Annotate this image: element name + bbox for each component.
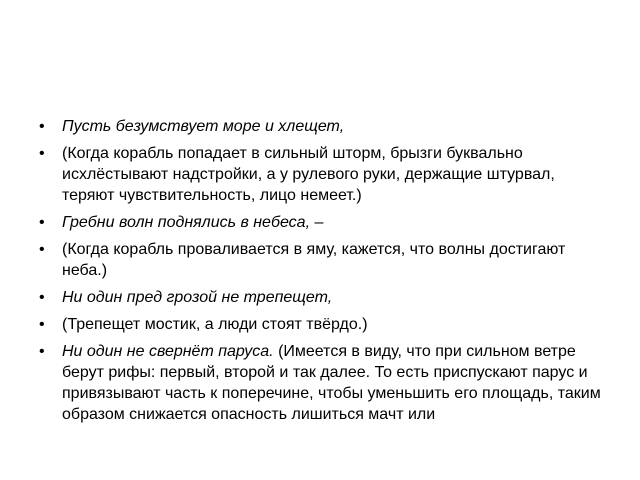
list-item xyxy=(38,341,604,425)
italic-text: Ни один пред грозой не трепещет, xyxy=(62,289,333,306)
item-text: (Когда корабль попадает в сильный шторм, брызги буквально исхлёстывают надстройки, а у рулевого руки, держащие штурвал, теряют чувствительность, лицо немеет.) xyxy=(62,145,555,204)
italic-text: Гребни волн поднялись в небеса, xyxy=(62,214,311,231)
list-item xyxy=(38,314,604,335)
bullet-icon: • xyxy=(39,214,45,231)
list-item xyxy=(38,287,604,308)
list-item xyxy=(38,116,604,137)
bullet-icon: • xyxy=(39,145,45,162)
bullet-icon: • xyxy=(39,343,45,360)
list-item xyxy=(38,143,604,206)
bullet-icon: • xyxy=(39,316,45,333)
bullet-icon: • xyxy=(39,241,45,258)
item-text: – xyxy=(310,214,324,231)
item-text: (Имеется в виду, что при сильном ветре берут рифы: первый, второй и так далее. То есть приспускают парус и привязывают часть к поперечине, чтобы уменьшить его площадь, таким образом снижается опасность лишиться мачт или xyxy=(62,343,601,423)
italic-text: Ни один не свернёт паруса. xyxy=(62,343,274,360)
list-item xyxy=(38,239,604,281)
bullet-icon: • xyxy=(39,289,45,306)
item-text: (Трепещет мостик, а люди стоят твёрдо.) xyxy=(62,316,368,333)
item-text: (Когда корабль проваливается в яму, кажется, что волны достигают неба.) xyxy=(62,241,566,279)
italic-text: Пусть безумствует море и хлещет, xyxy=(62,118,345,135)
list-item xyxy=(38,212,604,233)
bullet-list xyxy=(38,116,604,431)
bullet-icon: • xyxy=(39,118,45,135)
